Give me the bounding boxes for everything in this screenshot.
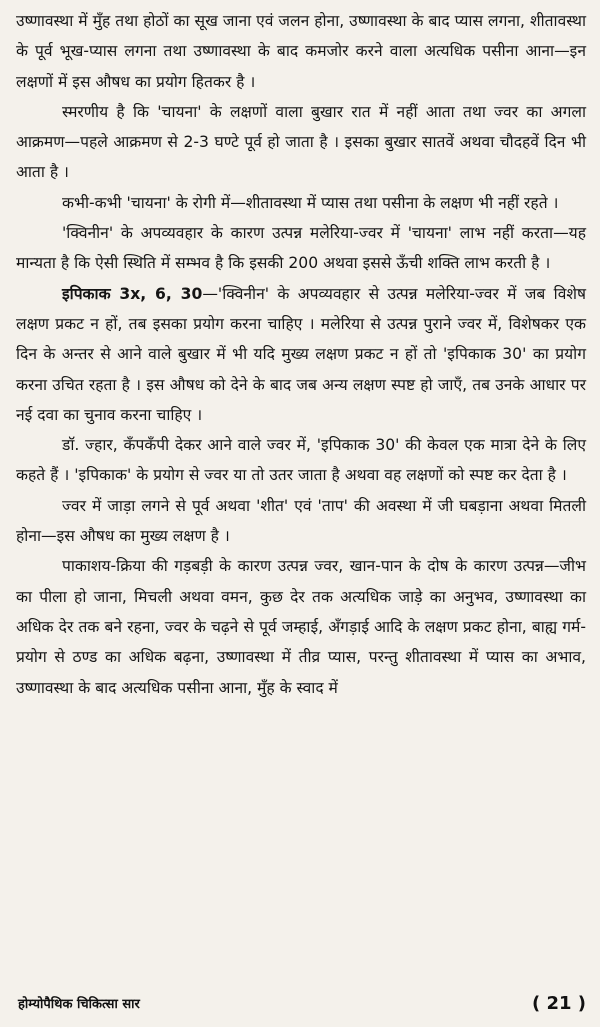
paragraph-6	[16, 430, 586, 491]
paragraph-2-text: स्मरणीय है कि 'चायना' के लक्षणों वाला बुखार रात में नहीं आता तथा ज्वर का अगला आक्रमण—पहले आक्रमण से 2-3 घण्टे पूर्व हो जाता है । इसका बुखार सातवें अथवा चौदहवें दिन भी आता है ।	[16, 102, 586, 182]
paragraph-7	[16, 491, 586, 552]
page-number: ( 21 )	[531, 992, 586, 1014]
remedy-heading: इपिकाक 3x, 6, 30	[62, 284, 203, 303]
paragraph-3	[16, 188, 586, 218]
paragraph-1	[16, 6, 586, 97]
page-footer	[18, 989, 586, 1017]
paragraph-5-text: —'क्विनीन' के अपव्यवहार से उत्पन्न मलेरिया-ज्वर में जब विशेष लक्षण प्रकट न हों, तब इसका प्रयोग करना चाहिए । मलेरिया से उत्पन्न पुराने ज्वर में, विशेषकर एक दिन के अन्तर से आने वाले बुखार में भी यदि मुख्य लक्षण प्रकट न हों तो 'इपिकाक 30' का प्रयोग करना उचित रहता है । इस औषध को देने के बाद जब अन्य लक्षण स्पष्ट हो जाएँ, तब उनके आधार पर नई दवा का चुनाव करना चाहिए ।	[16, 284, 586, 424]
paragraph-3-text: कभी-कभी 'चायना' के रोगी में—शीतावस्था में प्यास तथा पसीना के लक्षण भी नहीं रहते ।	[62, 193, 559, 212]
book-title: होम्योपैथिक चिकित्सा सार	[18, 997, 140, 1012]
paragraph-1-text: उष्णावस्था में मुँह तथा होठों का सूख जाना एवं जलन होना, उष्णावस्था के बाद प्यास लगना, शीतावस्था के पूर्व भूख-प्यास लगना तथा उष्णावस्था के बाद कमजोर करने वाला अत्यधिक पसीना आना—इन लक्षणों में इस औषध का प्रयोग हितकर है ।	[16, 12, 586, 91]
paragraph-6-text: डॉ. ज्हार, कँपकँपी देकर आने वाले ज्वर में, 'इपिकाक 30' की केवल एक मात्रा देने के लिए कहते हैं । 'इपिकाक' के प्रयोग से ज्वर या तो उतर जाता है अथवा वह लक्षणों को स्पष्ट कर देता है ।	[16, 436, 586, 485]
paragraph-8-text: पाकाशय-क्रिया की गड़बड़ी के कारण उत्पन्न ज्वर, खान-पान के दोष के कारण उत्पन्न—जीभ का पीला हो जाना, मिचली अथवा वमन, कुछ देर तक अत्यधिक जाड़े का अनुभव, उष्णावस्था का अधिक देर तक बने रहना, ज्वर के चढ़ने से पूर्व जम्हाई, अँगड़ाई आदि के लक्षण प्रकट होना, बाह्य गर्म- प्रयोग से ठण्ड का अधिक बढ़ना, उष्णावस्था में तीव्र प्यास, परन्तु शीतावस्था में प्यास का अभाव, उष्णावस्था के बाद अत्यधिक पसीना आना, मुँह के स्वाद में	[16, 557, 586, 697]
paragraph-7-text: ज्वर में जाड़ा लगने से पूर्व अथवा 'शीत' एवं 'ताप' की अवस्था में जी घबड़ाना अथवा मितली होना—इस औषध का मुख्य लक्षण है ।	[16, 496, 586, 546]
paragraph-2	[16, 97, 586, 188]
paragraph-4	[16, 218, 586, 279]
paragraph-5	[16, 279, 586, 430]
paragraph-4-text: 'क्विनीन' के अपव्यवहार के कारण उत्पन्न मलेरिया-ज्वर में 'चायना' लाभ नहीं करता—यह मान्यता है कि ऐसी स्थिति में सम्भव है कि इसकी 200 अथवा इससे ऊँची शक्ति लाभ करती है ।	[16, 224, 586, 273]
paragraph-8	[16, 551, 586, 702]
page-body	[16, 6, 586, 703]
